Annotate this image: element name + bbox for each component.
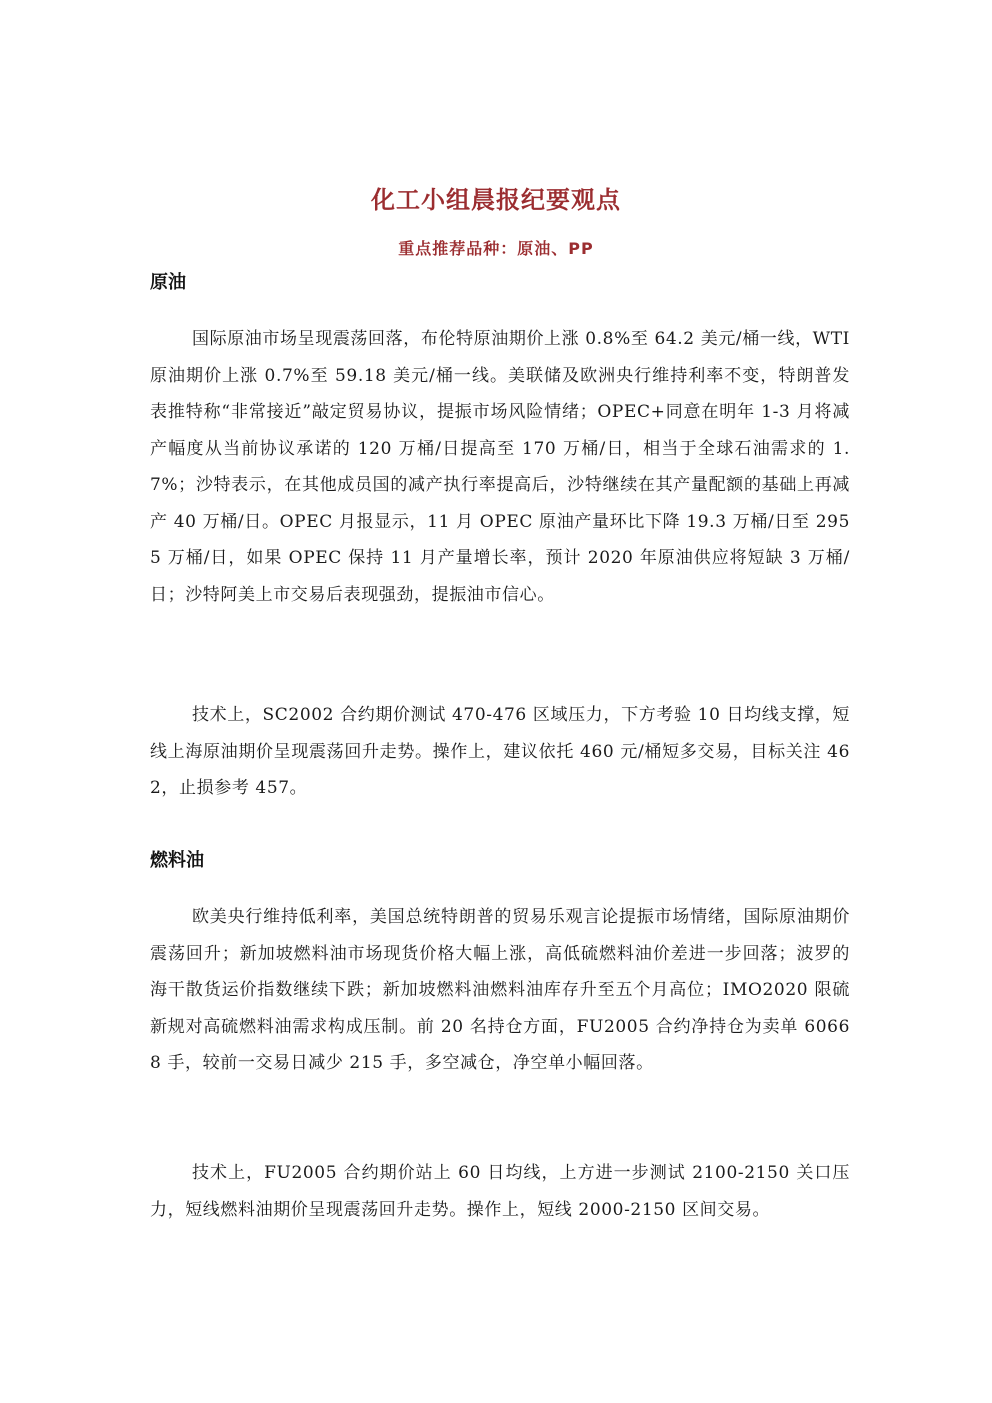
page-subtitle: 重点推荐品种：原油、PP [398,239,594,258]
page-title: 化工小组晨报纪要观点 [371,186,621,214]
paragraph-crude-oil-fundamentals: 国际原油市场呈现震荡回落，布伦特原油期价上涨 0.8%至 64.2 美元/桶一线，WTI 原油期价上涨 0.7%至 59.18 美元/桶一线。美联储及欧洲央行维持利率不变，特朗普发表推特称“非常接近”敲定贸易协议，提振市场风险情绪；OPEC+同意在明年 1-3 月将减产幅度从当前协议承诺的 120 万桶/日提高至 170 万桶/日，相当于全球石油需求的 1.7%；沙特表示，在其他成员国的减产执行率提高后，沙特继续在其产量配额的基础上再减产 40 万桶/日。OPEC 月报显示，11 月 OPEC 原油产量环比下降 19.3 万桶/日至 2955 万桶/日，如果 OPEC 保持 11 月产量增长率，预计 2020 年原油供应将短缺 3 万桶/日；沙特阿美上市交易后表现强劲，提振油市信心。 [150,329,850,605]
paragraph-crude-oil-technical: 技术上，SC2002 合约期价测试 470-476 区域压力，下方考验 10 日均线支撑，短线上海原油期价呈现震荡回升走势。操作上，建议依托 460 元/桶短多交易，目标关注 462，止损参考 457。 [150,705,850,798]
paragraph-fuel-oil-fundamentals: 欧美央行维持低利率，美国总统特朗普的贸易乐观言论提振市场情绪，国际原油期价震荡回升；新加坡燃料油市场现货价格大幅上涨，高低硫燃料油价差进一步回落；波罗的海干散货运价指数继续下跌；新加坡燃料油燃料油库存升至五个月高位；IMO2020 限硫新规对高硫燃料油需求构成压制。前 20 名持仓方面，FU2005 合约净持仓为卖单 60668 手，较前一交易日减少 215 手，多空减仓，净空单小幅回落。 [150,907,850,1073]
section-heading-crude-oil: 原油 [150,272,186,293]
paragraph-fuel-oil-technical: 技术上，FU2005 合约期价站上 60 日均线，上方进一步测试 2100-2150 关口压力，短线燃料油期价呈现震荡回升走势。操作上，短线 2000-2150 区间交易。 [150,1163,850,1220]
section-heading-fuel-oil: 燃料油 [150,850,204,871]
